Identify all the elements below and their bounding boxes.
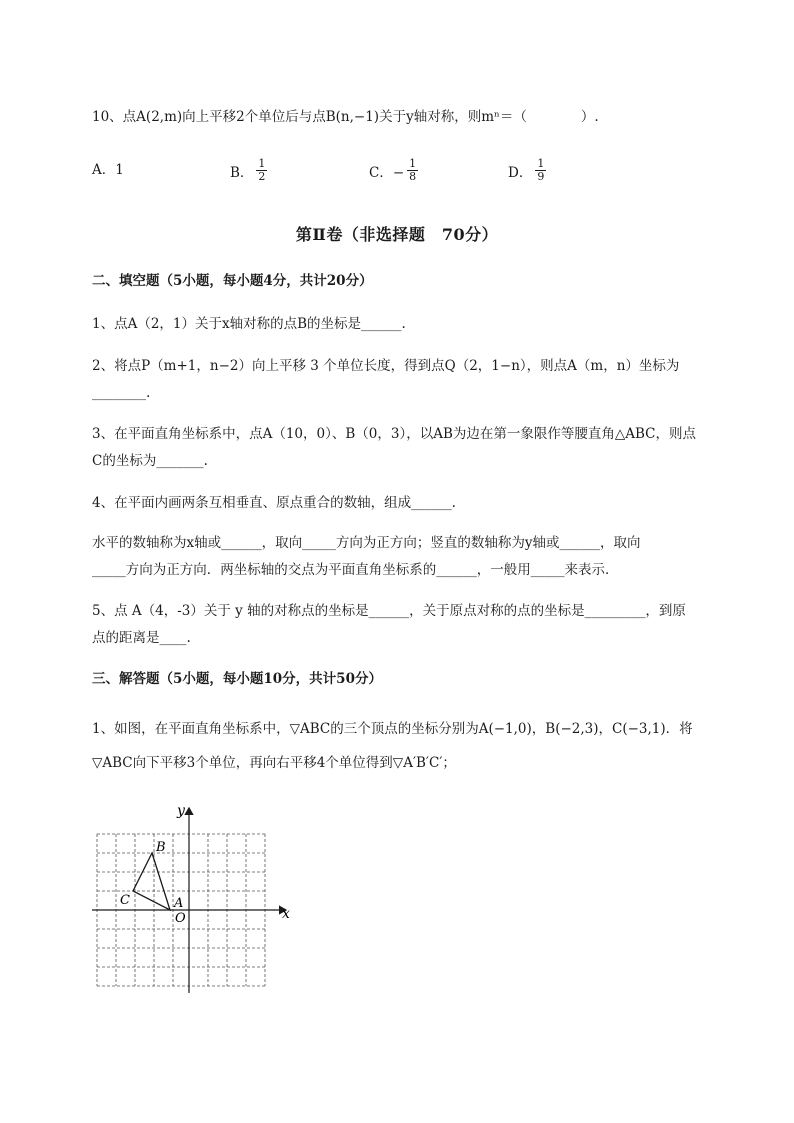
vertex-a-label: A bbox=[174, 896, 184, 911]
option-b-label: B． bbox=[230, 164, 254, 181]
option-d-fraction bbox=[535, 158, 546, 183]
option-c-numerator: 1 bbox=[409, 157, 417, 170]
option-b-fraction bbox=[256, 158, 267, 183]
option-c-label: C．− bbox=[369, 164, 405, 181]
y-axis-label: y bbox=[177, 803, 185, 819]
fill-question-4-line-2: 水平的数轴称为x轴或______，取向_____方向为正方向；竖直的数轴称为y轴或______，取向 bbox=[92, 535, 641, 551]
grid-lines bbox=[97, 834, 265, 986]
option-c bbox=[369, 158, 418, 183]
fill-question-5-line-1: 5、点 A（4，-3）关于 y 轴的对称点的坐标是______，关于原点对称的点的坐标是_________，到原 bbox=[92, 603, 686, 619]
fill-question-4-line-3: _____方向为正方向．两坐标轴的交点为平面直角坐标系的______，一般用_____来表示． bbox=[92, 562, 619, 578]
fill-question-5-line-2: 点的距离是____. bbox=[92, 630, 191, 646]
triangle-abc bbox=[133, 853, 170, 910]
fill-question-2-line-2: ________. bbox=[92, 385, 151, 401]
fill-question-3-line-2: C的坐标为_______. bbox=[92, 453, 208, 469]
part-2-title: 第Ⅱ卷（非选择题 70分） bbox=[295, 225, 499, 244]
option-d bbox=[508, 158, 546, 183]
option-c-denominator: 8 bbox=[409, 170, 417, 183]
fill-question-1: 1、点A（2，1）关于x轴对称的点B的坐标是______. bbox=[92, 316, 406, 332]
question-10-stem: 10、点A(2,m)向上平移2个单位后与点B(n,−1)关于y轴对称，则mⁿ＝（ ）. bbox=[92, 109, 599, 125]
option-d-denominator: 9 bbox=[537, 170, 545, 183]
option-b-denominator: 2 bbox=[258, 170, 266, 183]
option-c-fraction bbox=[407, 158, 418, 183]
option-a bbox=[92, 158, 124, 178]
option-b-numerator: 1 bbox=[258, 157, 266, 170]
fill-blank-heading: 二、填空题（5小题，每小题4分，共计20分） bbox=[92, 273, 373, 289]
option-b bbox=[230, 158, 267, 183]
origin-label: O bbox=[175, 911, 186, 926]
x-axis-label: x bbox=[282, 906, 290, 922]
option-d-numerator: 1 bbox=[537, 157, 545, 170]
fill-question-2-line-1: 2、将点P（m+1，n−2）向上平移 3 个单位长度，得到点Q（2，1−n），则点A（m，n）坐标为 bbox=[92, 358, 680, 374]
option-a-label: A．1 bbox=[92, 162, 124, 178]
vertex-c-label: C bbox=[120, 893, 130, 908]
fill-question-4-line-1: 4、在平面内画两条互相垂直、原点重合的数轴，组成______. bbox=[92, 495, 456, 511]
solve-question-1-line-2: ▽ABC向下平移3个单位，再向右平移4个单位得到▽A′B′C′； bbox=[92, 755, 456, 771]
option-d-label: D． bbox=[508, 164, 533, 181]
solve-heading: 三、解答题（5小题，每小题10分，共计50分） bbox=[92, 671, 382, 687]
fill-question-3-line-1: 3、在平面直角坐标系中，点A（10，0）、B（0，3），以AB为边在第一象限作等腰直角△ABC，则点 bbox=[92, 426, 697, 442]
vertex-b-label: B bbox=[156, 840, 166, 855]
solve-question-1-line-1: 1、如图，在平面直角坐标系中，▽ABC的三个顶点的坐标分别为A(−1,0)，B(−2,3)，C(−3,1)．将 bbox=[92, 721, 693, 737]
